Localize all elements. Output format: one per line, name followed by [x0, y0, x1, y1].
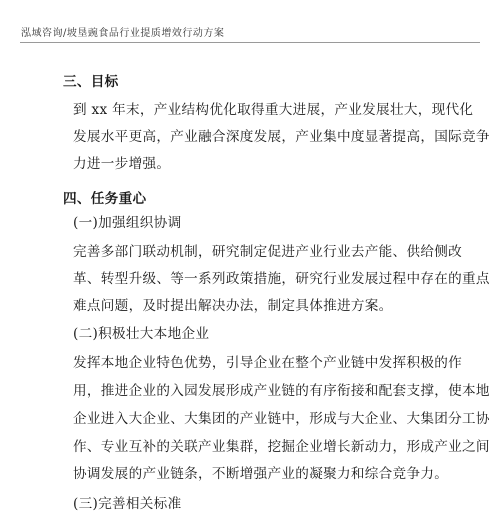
- subsection-heading: (二)积极壮大本地企业: [73, 326, 210, 342]
- header-divider: [20, 42, 480, 43]
- subsection-heading: (三)完善相关标准: [73, 496, 182, 512]
- paragraph-line: 完善多部门联动机制，研究制定促进产业行业去产能、供给侧改: [73, 244, 463, 260]
- paragraph-line: 到 xx 年末，产业结构优化取得重大进展，产业发展壮大，现代化: [73, 102, 474, 118]
- paragraph-line: 力进一步增强。: [73, 156, 171, 172]
- section-heading-goals: 三、目标: [63, 74, 119, 90]
- paragraph-line: 发展水平更高，产业融合深度发展，产业集中度显著提高，国际竞争: [73, 129, 490, 145]
- subsection-heading: (一)加强组织协调: [73, 215, 182, 231]
- paragraph-line: 难点问题，及时提出解决办法，制定具体推进方案。: [73, 298, 393, 314]
- paragraph-line: 作、专业互补的关联产业集群，挖掘企业增长新动力，形成产业之间: [73, 439, 490, 455]
- paragraph-line: 发挥本地企业特色优势，引导企业在整个产业链中发挥积极的作: [73, 355, 463, 371]
- section-heading-tasks: 四、任务重心: [63, 191, 147, 207]
- paragraph-line: 用，推进企业的入园发展形成产业链的有序衔接和配套支撑，使本地: [73, 383, 490, 399]
- paragraph-line: 协调发展的产业链条，不断增强产业的凝聚力和综合竞争力。: [73, 466, 449, 482]
- page-header: 泓域咨询/坡垦豌食品行业提质增效行动方案: [21, 28, 225, 39]
- paragraph-line: 企业进入大企业、大集团的产业链中，形成与大企业、大集团分工协: [73, 411, 490, 427]
- paragraph-line: 革、转型升级、等一系列政策措施，研究行业发展过程中存在的重点: [73, 271, 490, 287]
